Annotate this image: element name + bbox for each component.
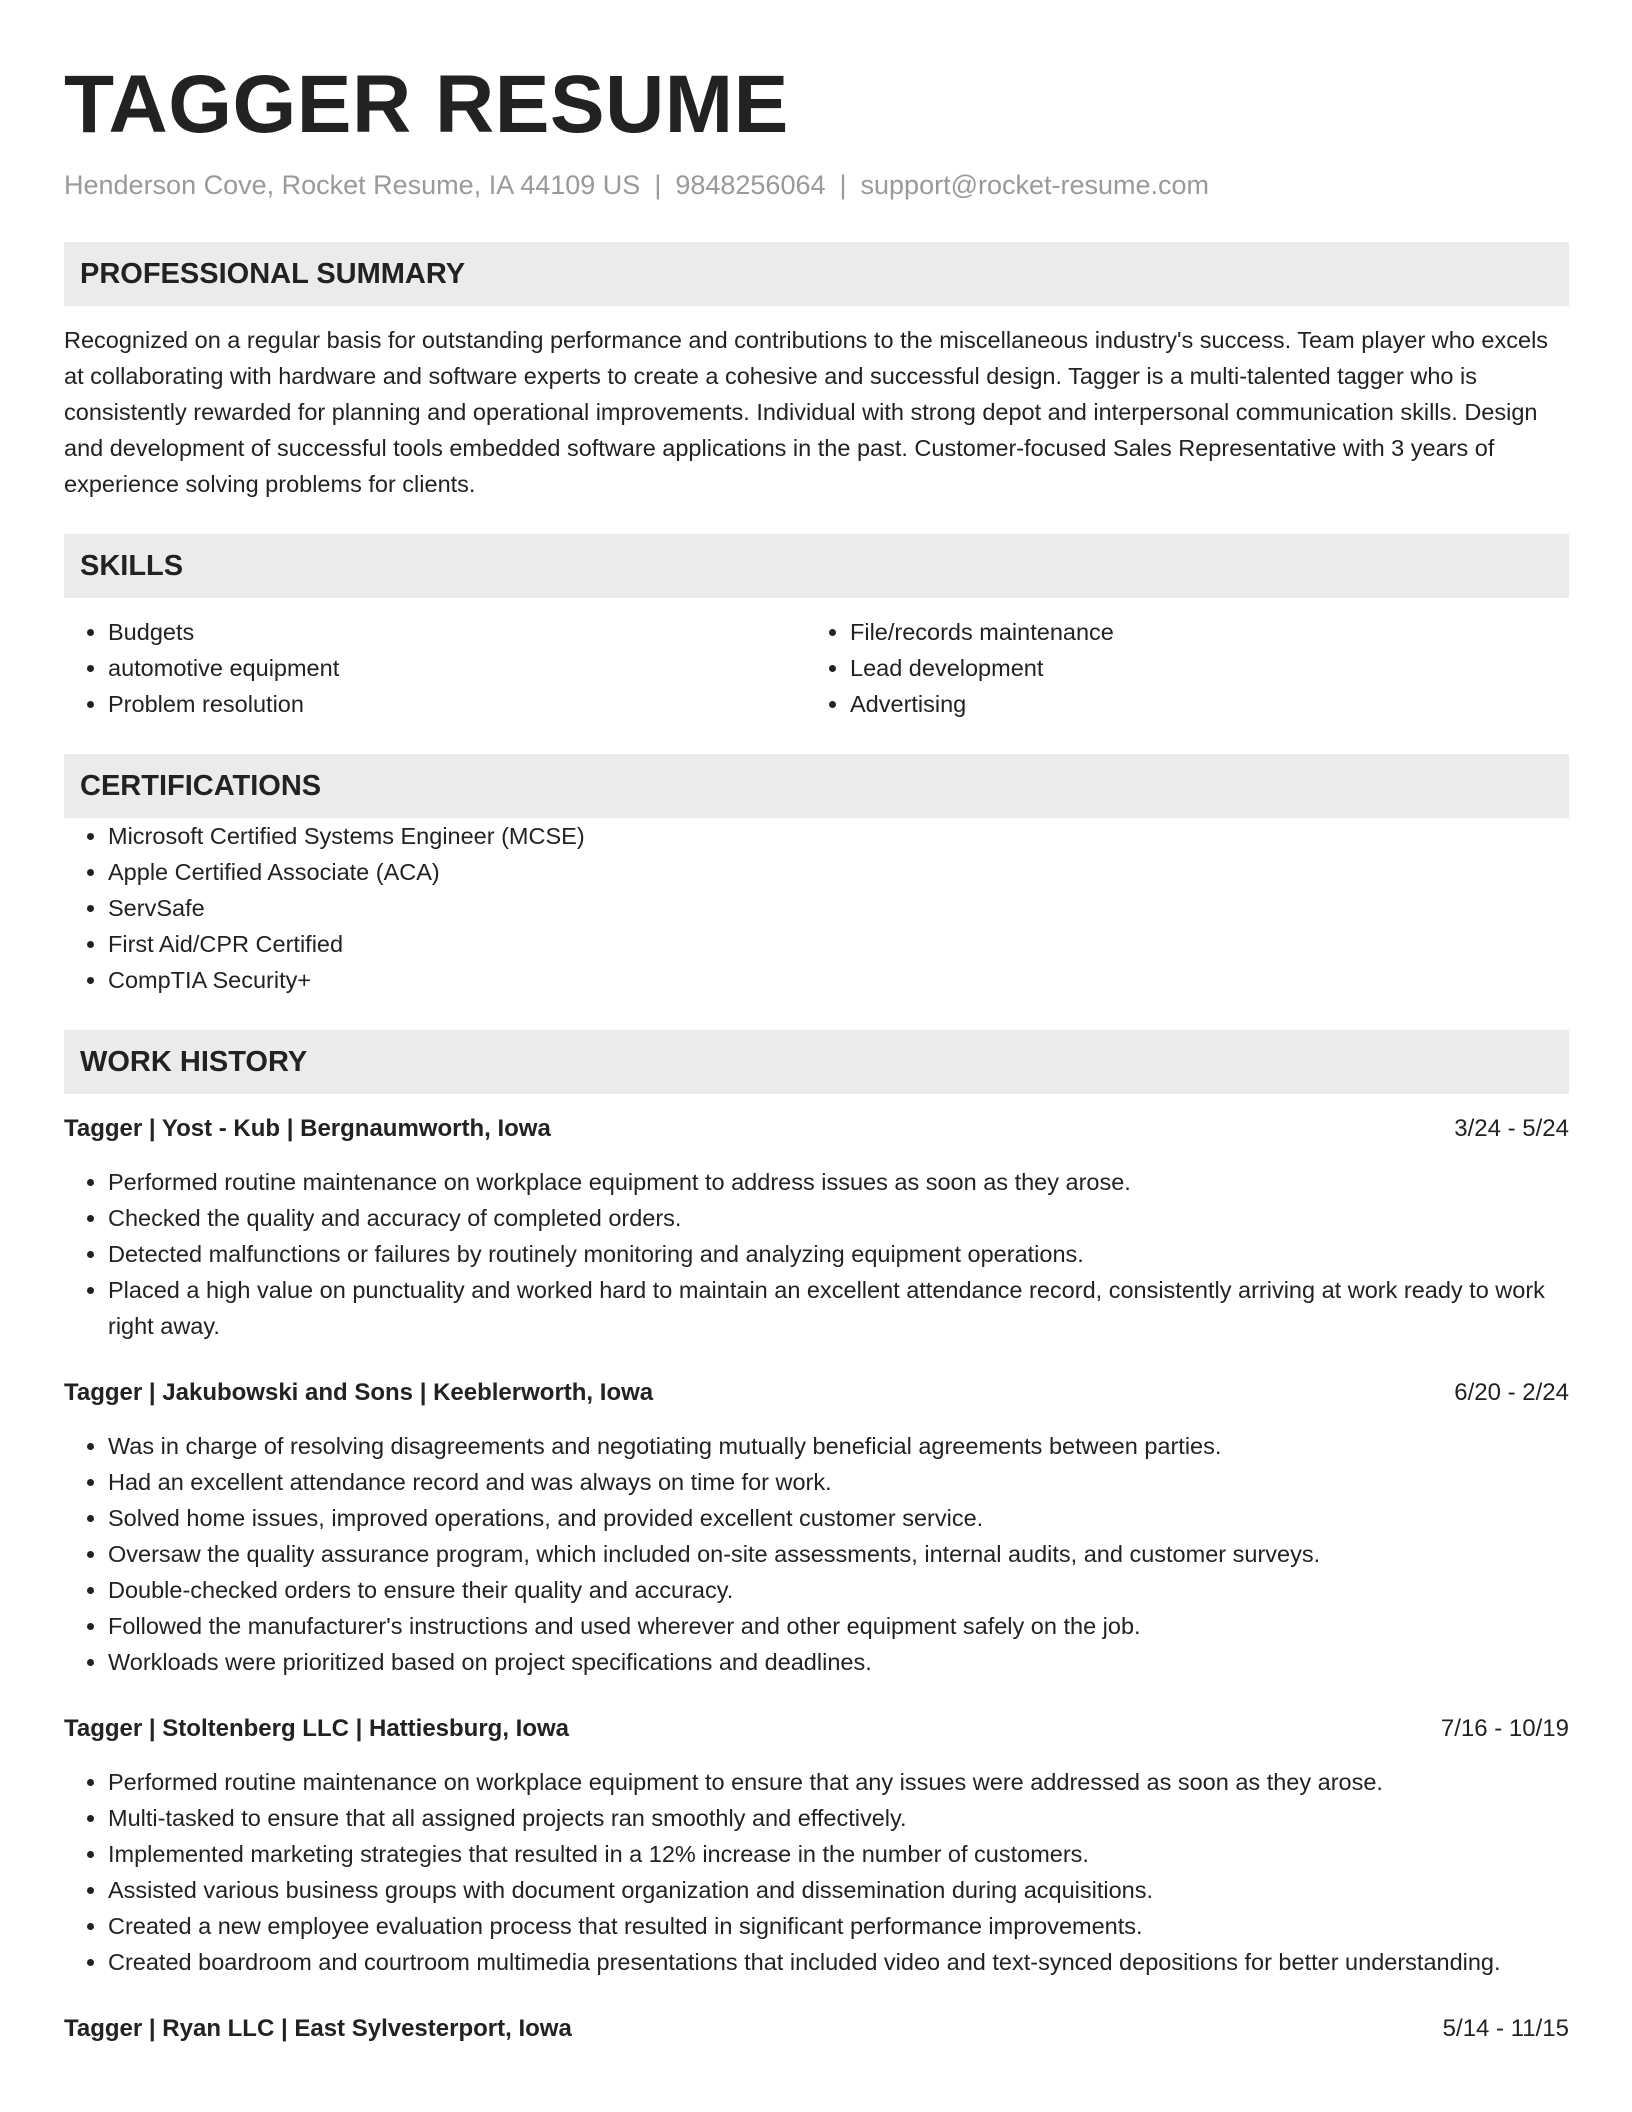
job-title: Tagger | Ryan LLC | East Sylvesterport, Iowa (64, 2015, 572, 2042)
job-dates: 6/20 - 2/24 (1454, 1379, 1569, 1406)
job-header (64, 2012, 1569, 2046)
job-header (64, 1376, 1569, 1410)
job-bullet: • Performed routine maintenance on workplace equipment to address issues as soon as they arose. (108, 1164, 1569, 1200)
job-bullet: • Was in charge of resolving disagreements and negotiating mutually beneficial agreements between parties. (108, 1428, 1569, 1464)
contact-line (64, 168, 1569, 202)
section-header-summary: PROFESSIONAL SUMMARY (64, 242, 1569, 306)
job-entry (64, 2012, 1569, 2046)
job-bullet: • Detected malfunctions or failures by routinely monitoring and analyzing equipment operations. (108, 1236, 1569, 1272)
certification-item: • Apple Certified Associate (ACA) (108, 854, 1569, 890)
contact-phone: 9848256064 (675, 170, 826, 200)
job-entry (64, 1112, 1569, 1344)
job-dates: 5/14 - 11/15 (1442, 2015, 1569, 2042)
job-header (64, 1712, 1569, 1746)
job-bullet: • Workloads were prioritized based on project specifications and deadlines. (108, 1644, 1569, 1680)
resume-page (64, 0, 1569, 2046)
skill-item: • Problem resolution (108, 686, 806, 722)
job-bullet: • Checked the quality and accuracy of completed orders. (108, 1200, 1569, 1236)
job-bullet: • Implemented marketing strategies that resulted in a 12% increase in the number of customers. (108, 1836, 1569, 1872)
job-dates: 7/16 - 10/19 (1440, 1715, 1569, 1742)
skill-item: • Advertising (850, 686, 1548, 722)
job-bullet: • Solved home issues, improved operations, and provided excellent customer service. (108, 1500, 1569, 1536)
certifications-list (64, 818, 1569, 998)
job-dates: 3/24 - 5/24 (1454, 1115, 1569, 1142)
section-header-work-history: WORK HISTORY (64, 1030, 1569, 1094)
certification-item: • ServSafe (108, 890, 1569, 926)
skill-item: • automotive equipment (108, 650, 806, 686)
job-header (64, 1112, 1569, 1146)
job-bullet: • Followed the manufacturer's instructions and used wherever and other equipment safely on the job. (108, 1608, 1569, 1644)
resume-name: TAGGER RESUME (64, 59, 789, 150)
job-bullets (64, 1764, 1569, 1980)
certification-item: • CompTIA Security+ (108, 962, 1569, 998)
job-bullet: • Double-checked orders to ensure their quality and accuracy. (108, 1572, 1569, 1608)
skill-item: • Lead development (850, 650, 1548, 686)
job-bullets (64, 1428, 1569, 1680)
skills-column-left (64, 614, 806, 722)
section-header-skills: SKILLS (64, 534, 1569, 598)
job-bullet: • Created a new employee evaluation process that resulted in significant performance improvements. (108, 1908, 1569, 1944)
job-entry (64, 1712, 1569, 1980)
job-entry (64, 1376, 1569, 1680)
job-bullet: • Had an excellent attendance record and was always on time for work. (108, 1464, 1569, 1500)
job-title: Tagger | Stoltenberg LLC | Hattiesburg, Iowa (64, 1715, 570, 1742)
job-title: Tagger | Yost - Kub | Bergnaumworth, Iowa (64, 1115, 551, 1142)
job-bullet: • Multi-tasked to ensure that all assigned projects ran smoothly and effectively. (108, 1800, 1569, 1836)
section-header-certifications: CERTIFICATIONS (64, 754, 1569, 818)
job-bullet: • Created boardroom and courtroom multimedia presentations that included video and text-synced depositions for better understanding. (108, 1944, 1569, 1980)
certification-item: • Microsoft Certified Systems Engineer (MCSE) (108, 818, 1569, 854)
contact-email: support@rocket-resume.com (860, 170, 1210, 200)
summary-text: Recognized on a regular basis for outstanding performance and contributions to the miscellaneous industry's success. Team player who excels at collaborating with hardware and software experts to create a cohesive and successful design. Tagger is a multi-talented tagger who is consistently rewarded for planning and operational improvements. Individual with strong depot and interpersonal communication skills. Design and development of successful tools embedded software applications in the past. Customer-focused Sales Representative with 3 years of experience solving problems for clients. (64, 327, 1549, 497)
contact-address: Henderson Cove, Rocket Resume, IA 44109 US (64, 170, 641, 200)
job-title: Tagger | Jakubowski and Sons | Keeblerworth, Iowa (64, 1379, 654, 1406)
job-bullet: • Oversaw the quality assurance program, which included on-site assessments, internal audits, and customer surveys. (108, 1536, 1569, 1572)
job-bullet: • Placed a high value on punctuality and worked hard to maintain an excellent attendance record, consistently arriving at work ready to work right away. (108, 1272, 1569, 1344)
skills-column-right (806, 614, 1548, 722)
skill-item: • Budgets (108, 614, 806, 650)
contact-separator: | (839, 170, 847, 200)
job-bullets (64, 1164, 1569, 1344)
skills-list (64, 614, 1569, 722)
contact-separator: | (654, 170, 662, 200)
job-bullet: • Assisted various business groups with document organization and dissemination during acquisitions. (108, 1872, 1569, 1908)
skill-item: • File/records maintenance (850, 614, 1548, 650)
job-bullet: • Performed routine maintenance on workplace equipment to ensure that any issues were addressed as soon as they arose. (108, 1764, 1569, 1800)
certification-item: • First Aid/CPR Certified (108, 926, 1569, 962)
